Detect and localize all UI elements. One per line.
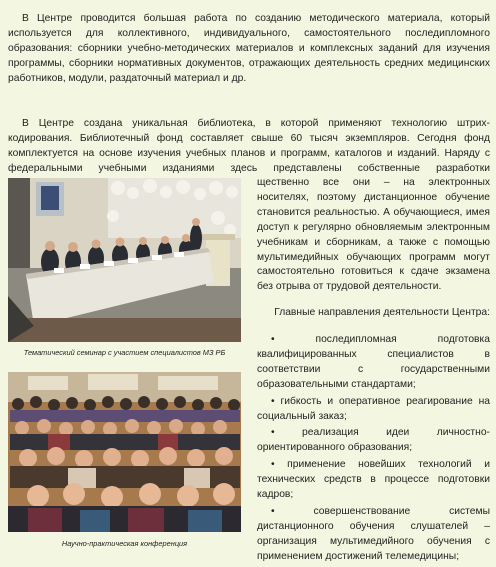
paragraph-library-continued: щественно все они – на электронных носителях, поэтому дистанционное обучение становится реальностью. А обучающиеся, имея доступ к регулярно обновляемым электронным учебникам и сборникам, а также с помощью мультимедийных обучающих программ могут самостоятельно готовиться к сдаче экзамена без отрыва от трудовой деятельности.: [257, 177, 490, 293]
list-item: • гибкость и оперативное реагирование на социальный заказ;: [257, 395, 490, 422]
list-item: • реализация идеи личностно-ориентированного образования;: [257, 427, 490, 454]
conference-photo-caption: Научно-практическая конференция: [61, 539, 188, 548]
directions-heading: Главные направления деятельности Центра:: [274, 307, 490, 318]
seminar-photo-caption: Тематический семинар с участием специалистов МЗ РБ: [23, 348, 226, 357]
list-item: • совершенствование системы дистанционного обучения слушателей – организация мультимедийного обучения с применением достижений телемедицины;: [257, 505, 490, 562]
paragraph-library: В Центре создана уникальная библиотека, в которой применяют технологию штрих-кодирования. Библиотечный фонд составляет свыше 60 тысяч экземпляров. Сегодня фонд комплектуется на основе изучения учебных планов и программ, каталогов и изданий. Наряду с федеральными учебными изданиями здесь представлены собственные разработки: [8, 118, 490, 174]
conference-photo: [8, 372, 241, 532]
paragraph-methodical-material: В Центре проводится большая работа по созданию методического материала, который используется для коллективного, индивидуального, самостоятельного последипломного образования: сборники учебно-методических материалов и комплексных заданий для изучения программы, сборники нормативных документов, отражающих деятельность средних медицинских работников, модули, раздаточный материал и др.: [8, 13, 490, 84]
seminar-photo: [8, 178, 241, 342]
directions-list: [257, 333, 490, 567]
list-item: • последипломная подготовка квалифицированных специалистов в соответствии с государственными образовательными стандартами;: [257, 334, 490, 390]
list-item: • применение новейших технологий и технических средств в процессе подготовки кадров;: [257, 459, 490, 501]
